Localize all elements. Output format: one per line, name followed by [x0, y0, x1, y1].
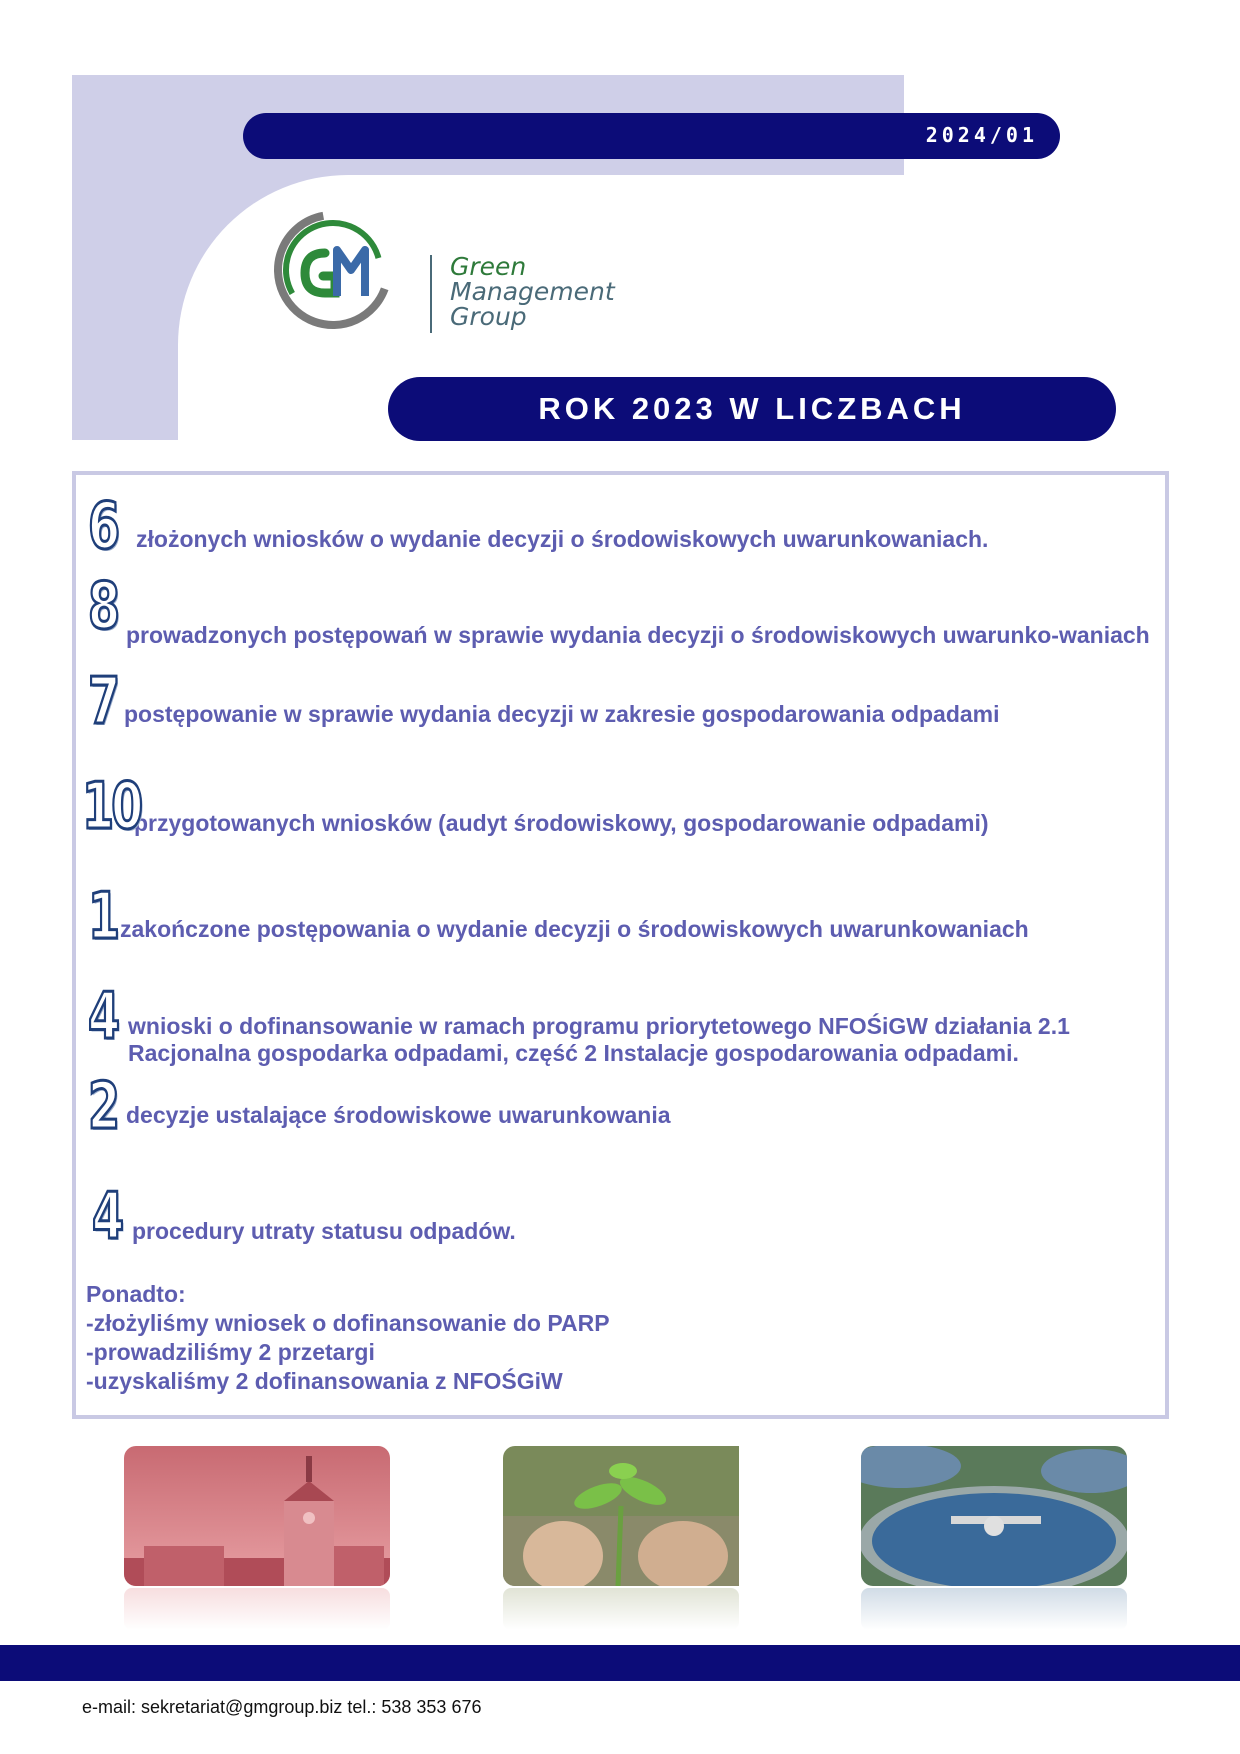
stat-text: wnioski o dofinansowanie w ramach programu priorytetowego NFOŚiGW działania 2.1 Racjonalna gospodarka odpadami, część 2 Instalacje gospodarowania odpadami. — [128, 1013, 1070, 1066]
page-title: ROK 2023 W LICZBACH — [538, 391, 966, 426]
additional-item: -prowadziliśmy 2 przetargi — [86, 1339, 375, 1365]
photo-treatment-plant — [861, 1446, 1127, 1586]
stat-number: 6 — [88, 490, 118, 564]
photo-reflection — [124, 1588, 390, 1630]
additional-heading: Ponadto: — [86, 1281, 186, 1307]
gm-logo-icon — [265, 198, 415, 348]
stat-text: procedury utraty statusu odpadów. — [132, 1218, 516, 1244]
stat-number: 2 — [88, 1070, 118, 1144]
stats-panel — [72, 471, 1169, 1419]
stat-item — [92, 1180, 516, 1254]
stat-text: prowadzonych postępowań w sprawie wydania decyzji o środowiskowych uwarunko-waniach — [126, 622, 1150, 648]
stat-item — [88, 880, 1029, 954]
additional-item: -uzyskaliśmy 2 dofinansowania z NFOŚGiW — [86, 1368, 563, 1394]
logo-wordmark: Green Management Group — [450, 252, 615, 331]
photo-plant — [503, 1446, 769, 1586]
stat-number: 1 — [88, 880, 118, 954]
stat-item — [88, 665, 1000, 739]
stat-number: 7 — [88, 665, 118, 739]
photo-reflection — [861, 1588, 1127, 1630]
plant-image — [503, 1446, 739, 1586]
issue-bar — [243, 113, 1060, 159]
stat-number: 10 — [82, 770, 141, 844]
town-hall-image — [124, 1446, 390, 1586]
stat-number: 4 — [88, 980, 118, 1054]
stat-text: zakończone postępowania o wydanie decyzji o środowiskowych uwarunkowaniach — [120, 916, 1029, 942]
contact-info: e-mail: sekretariat@gmgroup.biz tel.: 538 353 676 — [82, 1697, 482, 1717]
additional-item: -złożyliśmy wniosek o dofinansowanie do PARP — [86, 1310, 610, 1336]
issue-number: 2024/01 — [925, 123, 1038, 147]
photo-town-hall — [124, 1446, 390, 1586]
stat-item — [88, 1070, 671, 1144]
stat-item — [82, 770, 989, 844]
stat-number: 4 — [92, 1180, 122, 1254]
title-bar — [388, 377, 1116, 441]
logo-divider — [430, 255, 432, 333]
stat-item — [88, 570, 1156, 648]
water-treatment-image — [861, 1446, 1127, 1586]
photo-reflection — [503, 1588, 739, 1630]
stat-text: przygotowanych wniosków (audyt środowiskowy, gospodarowanie odpadami) — [134, 810, 989, 836]
footer-bar — [0, 1645, 1240, 1681]
stat-item — [88, 980, 1148, 1066]
stat-number: 8 — [88, 570, 118, 644]
stat-item — [88, 490, 989, 564]
stat-text: postępowanie w sprawie wydania decyzji w zakresie gospodarowania odpadami — [124, 701, 1000, 727]
additional-info — [86, 1280, 610, 1396]
stat-text: decyzje ustalające środowiskowe uwarunkowania — [126, 1102, 671, 1128]
stat-text: złożonych wniosków o wydanie decyzji o środowiskowych uwarunkowaniach. — [136, 526, 989, 552]
